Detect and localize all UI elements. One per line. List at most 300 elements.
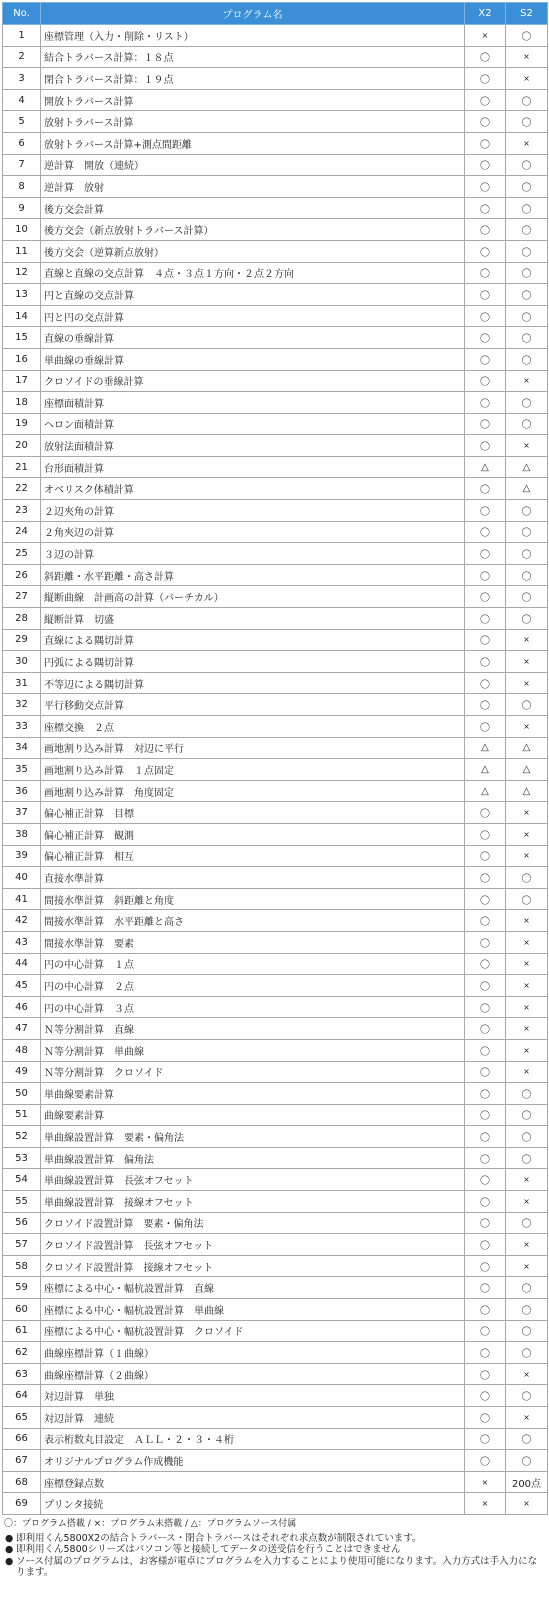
row-s2-mark: 〇 bbox=[506, 1277, 548, 1299]
row-no: 37 bbox=[3, 802, 41, 824]
row-no: 14 bbox=[3, 305, 41, 327]
row-x2-mark: 〇 bbox=[465, 1104, 506, 1126]
row-x2-mark: 〇 bbox=[465, 500, 506, 522]
row-x2-mark: 〇 bbox=[465, 435, 506, 457]
table-row bbox=[3, 651, 548, 673]
row-x2-mark: 〇 bbox=[465, 608, 506, 630]
table-row bbox=[3, 629, 548, 651]
row-x2-mark: 〇 bbox=[465, 262, 506, 284]
row-x2-mark: 〇 bbox=[465, 1299, 506, 1321]
row-program-name: 対辺計算 単独 bbox=[41, 1385, 465, 1407]
row-s2-mark: × bbox=[506, 1493, 548, 1515]
row-no: 49 bbox=[3, 1061, 41, 1083]
row-no: 55 bbox=[3, 1191, 41, 1213]
row-x2-mark: 〇 bbox=[465, 694, 506, 716]
row-no: 67 bbox=[3, 1450, 41, 1472]
row-s2-mark: 〇 bbox=[506, 348, 548, 370]
row-program-name: 単曲線要素計算 bbox=[41, 1083, 465, 1105]
note-item bbox=[4, 1533, 546, 1545]
row-no: 18 bbox=[3, 392, 41, 414]
row-s2-mark: 〇 bbox=[506, 89, 548, 111]
row-program-name: 座標登録点数 bbox=[41, 1471, 465, 1493]
row-program-name: 単曲線の垂線計算 bbox=[41, 348, 465, 370]
row-program-name: 円と直線の交点計算 bbox=[41, 284, 465, 306]
row-program-name: 単曲線設置計算 長弦オフセット bbox=[41, 1169, 465, 1191]
row-x2-mark: 〇 bbox=[465, 521, 506, 543]
table-row bbox=[3, 737, 548, 759]
row-x2-mark: 〇 bbox=[465, 305, 506, 327]
row-x2-mark: 〇 bbox=[465, 910, 506, 932]
row-program-name: 曲線座標計算（２曲線） bbox=[41, 1363, 465, 1385]
table-row bbox=[3, 1104, 548, 1126]
note-item bbox=[4, 1556, 546, 1579]
row-x2-mark: △ bbox=[465, 759, 506, 781]
row-program-name: 開放トラバース計算 bbox=[41, 89, 465, 111]
header-s2: S2 bbox=[506, 3, 548, 25]
row-s2-mark: 〇 bbox=[506, 1342, 548, 1364]
row-no: 7 bbox=[3, 154, 41, 176]
row-s2-mark: △ bbox=[506, 456, 548, 478]
note-text: 即利用くん5800シリーズはパソコン等と接続してデータの送受信を行うことはできません bbox=[16, 1544, 401, 1555]
row-no: 61 bbox=[3, 1320, 41, 1342]
row-x2-mark: 〇 bbox=[465, 1018, 506, 1040]
table-row bbox=[3, 176, 548, 198]
row-s2-mark: × bbox=[506, 996, 548, 1018]
row-x2-mark: 〇 bbox=[465, 1428, 506, 1450]
table-row bbox=[3, 953, 548, 975]
row-s2-mark: 〇 bbox=[506, 284, 548, 306]
row-no: 5 bbox=[3, 111, 41, 133]
table-row bbox=[3, 1212, 548, 1234]
table-row bbox=[3, 456, 548, 478]
row-s2-mark: 〇 bbox=[506, 1083, 548, 1105]
table-row bbox=[3, 910, 548, 932]
row-no: 53 bbox=[3, 1147, 41, 1169]
note-text: 即利用くん5800X2の結合トラバース・閉合トラバースはそれぞれ求点数が制限されています。 bbox=[16, 1532, 422, 1544]
row-s2-mark: △ bbox=[506, 737, 548, 759]
row-x2-mark: 〇 bbox=[465, 1407, 506, 1429]
row-program-name: 後方交会（逆算新点放射） bbox=[41, 240, 465, 262]
row-x2-mark: 〇 bbox=[465, 413, 506, 435]
table-row bbox=[3, 1299, 548, 1321]
row-s2-mark: × bbox=[506, 845, 548, 867]
row-program-name: 円の中心計算 ２点 bbox=[41, 975, 465, 997]
row-no: 13 bbox=[3, 284, 41, 306]
table-row bbox=[3, 1147, 548, 1169]
row-x2-mark: 〇 bbox=[465, 975, 506, 997]
row-x2-mark: 〇 bbox=[465, 867, 506, 889]
row-no: 66 bbox=[3, 1428, 41, 1450]
row-program-name: 座標による中心・幅杭設置計算 単曲線 bbox=[41, 1299, 465, 1321]
row-program-name: 台形面積計算 bbox=[41, 456, 465, 478]
table-row bbox=[3, 327, 548, 349]
row-x2-mark: × bbox=[465, 1471, 506, 1493]
table-row bbox=[3, 1255, 548, 1277]
row-no: 69 bbox=[3, 1493, 41, 1515]
table-row bbox=[3, 132, 548, 154]
table-row bbox=[3, 716, 548, 738]
table-row bbox=[3, 154, 548, 176]
table-row bbox=[3, 240, 548, 262]
table-row bbox=[3, 1083, 548, 1105]
row-s2-mark: 〇 bbox=[506, 543, 548, 565]
row-no: 54 bbox=[3, 1169, 41, 1191]
row-no: 44 bbox=[3, 953, 41, 975]
row-program-name: 放射トラバース計算+測点間距離 bbox=[41, 132, 465, 154]
row-program-name: Ｎ等分割計算 単曲線 bbox=[41, 1039, 465, 1061]
row-program-name: 偏心補正計算 観測 bbox=[41, 823, 465, 845]
table-row bbox=[3, 802, 548, 824]
row-no: 38 bbox=[3, 823, 41, 845]
table-row bbox=[3, 1471, 548, 1493]
row-program-name: 逆計算 放射 bbox=[41, 176, 465, 198]
row-s2-mark: 〇 bbox=[506, 305, 548, 327]
row-no: 2 bbox=[3, 46, 41, 68]
row-s2-mark: × bbox=[506, 651, 548, 673]
row-s2-mark: 〇 bbox=[506, 888, 548, 910]
header-no: No. bbox=[3, 3, 41, 25]
row-s2-mark: × bbox=[506, 1407, 548, 1429]
row-x2-mark: 〇 bbox=[465, 132, 506, 154]
row-no: 50 bbox=[3, 1083, 41, 1105]
row-program-name: オリジナルプログラム作成機能 bbox=[41, 1450, 465, 1472]
row-s2-mark: 〇 bbox=[506, 1385, 548, 1407]
row-s2-mark: × bbox=[506, 1039, 548, 1061]
row-program-name: ３辺の計算 bbox=[41, 543, 465, 565]
row-program-name: 画地割り込み計算 対辺に平行 bbox=[41, 737, 465, 759]
table-row bbox=[3, 1061, 548, 1083]
row-s2-mark: 〇 bbox=[506, 392, 548, 414]
row-x2-mark: 〇 bbox=[465, 888, 506, 910]
row-program-name: 直線による隅切計算 bbox=[41, 629, 465, 651]
program-table bbox=[2, 2, 548, 1515]
row-s2-mark: × bbox=[506, 435, 548, 457]
row-no: 47 bbox=[3, 1018, 41, 1040]
row-program-name: 画地割り込み計算 角度固定 bbox=[41, 780, 465, 802]
row-s2-mark: 〇 bbox=[506, 586, 548, 608]
row-s2-mark: × bbox=[506, 629, 548, 651]
row-no: 31 bbox=[3, 672, 41, 694]
row-no: 57 bbox=[3, 1234, 41, 1256]
row-x2-mark: 〇 bbox=[465, 564, 506, 586]
row-program-name: 縦断計算 切盛 bbox=[41, 608, 465, 630]
row-no: 56 bbox=[3, 1212, 41, 1234]
row-program-name: クロソイド設置計算 長弦オフセット bbox=[41, 1234, 465, 1256]
table-row bbox=[3, 564, 548, 586]
row-program-name: 曲線要素計算 bbox=[41, 1104, 465, 1126]
row-x2-mark: 〇 bbox=[465, 176, 506, 198]
table-row bbox=[3, 478, 548, 500]
row-s2-mark: × bbox=[506, 953, 548, 975]
row-s2-mark: 〇 bbox=[506, 25, 548, 47]
row-s2-mark: × bbox=[506, 931, 548, 953]
row-program-name: 単曲線設置計算 要素・偏角法 bbox=[41, 1126, 465, 1148]
row-no: 51 bbox=[3, 1104, 41, 1126]
row-no: 24 bbox=[3, 521, 41, 543]
table-row bbox=[3, 608, 548, 630]
table-row bbox=[3, 521, 548, 543]
row-s2-mark: 〇 bbox=[506, 1212, 548, 1234]
row-s2-mark: × bbox=[506, 975, 548, 997]
row-s2-mark: × bbox=[506, 68, 548, 90]
row-no: 34 bbox=[3, 737, 41, 759]
row-s2-mark: 〇 bbox=[506, 154, 548, 176]
bullet-icon: ● bbox=[5, 1555, 14, 1567]
row-no: 27 bbox=[3, 586, 41, 608]
row-no: 40 bbox=[3, 867, 41, 889]
row-x2-mark: 〇 bbox=[465, 284, 506, 306]
row-x2-mark: 〇 bbox=[465, 1320, 506, 1342]
row-program-name: 逆計算 開放（連続） bbox=[41, 154, 465, 176]
row-x2-mark: 〇 bbox=[465, 953, 506, 975]
row-x2-mark: 〇 bbox=[465, 1450, 506, 1472]
row-program-name: 放射トラバース計算 bbox=[41, 111, 465, 133]
table-row bbox=[3, 586, 548, 608]
row-s2-mark: 〇 bbox=[506, 1428, 548, 1450]
table-row bbox=[3, 46, 548, 68]
row-program-name: クロソイド設置計算 要素・偏角法 bbox=[41, 1212, 465, 1234]
row-no: 3 bbox=[3, 68, 41, 90]
row-s2-mark: 〇 bbox=[506, 500, 548, 522]
row-x2-mark: 〇 bbox=[465, 1061, 506, 1083]
row-no: 65 bbox=[3, 1407, 41, 1429]
table-row bbox=[3, 1320, 548, 1342]
row-s2-mark: 〇 bbox=[506, 1104, 548, 1126]
row-x2-mark: 〇 bbox=[465, 931, 506, 953]
row-program-name: 間接水準計算 斜距離と角度 bbox=[41, 888, 465, 910]
row-no: 63 bbox=[3, 1363, 41, 1385]
row-s2-mark: 〇 bbox=[506, 111, 548, 133]
row-s2-mark: 〇 bbox=[506, 521, 548, 543]
table-header-row bbox=[3, 3, 548, 25]
row-s2-mark: × bbox=[506, 132, 548, 154]
row-program-name: 表示桁数丸目設定 ＡＬＬ・２・３・４桁 bbox=[41, 1428, 465, 1450]
table-row bbox=[3, 931, 548, 953]
row-x2-mark: 〇 bbox=[465, 543, 506, 565]
row-s2-mark: 〇 bbox=[506, 1450, 548, 1472]
row-program-name: 結合トラバース計算：１８点 bbox=[41, 46, 465, 68]
row-s2-mark: 〇 bbox=[506, 219, 548, 241]
table-row bbox=[3, 1277, 548, 1299]
row-no: 23 bbox=[3, 500, 41, 522]
table-row bbox=[3, 845, 548, 867]
row-s2-mark: △ bbox=[506, 759, 548, 781]
row-s2-mark: 〇 bbox=[506, 176, 548, 198]
row-no: 25 bbox=[3, 543, 41, 565]
row-x2-mark: 〇 bbox=[465, 1169, 506, 1191]
row-program-name: 間接水準計算 水平距離と高さ bbox=[41, 910, 465, 932]
table-row bbox=[3, 284, 548, 306]
table-row bbox=[3, 1450, 548, 1472]
row-x2-mark: 〇 bbox=[465, 996, 506, 1018]
row-no: 17 bbox=[3, 370, 41, 392]
table-row bbox=[3, 25, 548, 47]
row-s2-mark: 〇 bbox=[506, 413, 548, 435]
row-s2-mark: 200点 bbox=[506, 1471, 548, 1493]
table-row bbox=[3, 435, 548, 457]
row-x2-mark: 〇 bbox=[465, 111, 506, 133]
row-x2-mark: 〇 bbox=[465, 802, 506, 824]
row-x2-mark: 〇 bbox=[465, 1255, 506, 1277]
table-row bbox=[3, 68, 548, 90]
row-no: 43 bbox=[3, 931, 41, 953]
row-program-name: 曲線座標計算（１曲線） bbox=[41, 1342, 465, 1364]
table-row bbox=[3, 1407, 548, 1429]
row-program-name: 座標管理（入力・削除・リスト） bbox=[41, 25, 465, 47]
row-x2-mark: × bbox=[465, 25, 506, 47]
row-x2-mark: 〇 bbox=[465, 154, 506, 176]
row-program-name: 円の中心計算 ３点 bbox=[41, 996, 465, 1018]
row-s2-mark: 〇 bbox=[506, 608, 548, 630]
row-program-name: ２角夾辺の計算 bbox=[41, 521, 465, 543]
row-program-name: 単曲線設置計算 偏角法 bbox=[41, 1147, 465, 1169]
row-x2-mark: 〇 bbox=[465, 1234, 506, 1256]
row-program-name: 縦断曲線 計画高の計算（バーチカル） bbox=[41, 586, 465, 608]
row-no: 64 bbox=[3, 1385, 41, 1407]
row-s2-mark: 〇 bbox=[506, 564, 548, 586]
row-s2-mark: × bbox=[506, 1363, 548, 1385]
row-s2-mark: × bbox=[506, 1255, 548, 1277]
row-s2-mark: × bbox=[506, 802, 548, 824]
row-x2-mark: 〇 bbox=[465, 1277, 506, 1299]
row-no: 62 bbox=[3, 1342, 41, 1364]
row-x2-mark: 〇 bbox=[465, 240, 506, 262]
row-x2-mark: 〇 bbox=[465, 478, 506, 500]
note-item bbox=[4, 1544, 546, 1556]
row-s2-mark: 〇 bbox=[506, 327, 548, 349]
row-no: 36 bbox=[3, 780, 41, 802]
row-program-name: 円と円の交点計算 bbox=[41, 305, 465, 327]
header-x2: X2 bbox=[465, 3, 506, 25]
row-program-name: ２辺夾角の計算 bbox=[41, 500, 465, 522]
table-row bbox=[3, 1191, 548, 1213]
row-x2-mark: 〇 bbox=[465, 823, 506, 845]
row-no: 16 bbox=[3, 348, 41, 370]
table-row bbox=[3, 867, 548, 889]
row-s2-mark: × bbox=[506, 370, 548, 392]
row-x2-mark: 〇 bbox=[465, 392, 506, 414]
row-program-name: 直線の垂線計算 bbox=[41, 327, 465, 349]
row-x2-mark: 〇 bbox=[465, 716, 506, 738]
table-row bbox=[3, 89, 548, 111]
legend: 〇：プログラム搭載 / ×：プログラム未搭載 / △：プログラムソース付属 bbox=[4, 1519, 297, 1529]
row-s2-mark: × bbox=[506, 1234, 548, 1256]
row-program-name: Ｎ等分割計算 直線 bbox=[41, 1018, 465, 1040]
row-program-name: クロソイド設置計算 接線オフセット bbox=[41, 1255, 465, 1277]
row-no: 52 bbox=[3, 1126, 41, 1148]
row-x2-mark: 〇 bbox=[465, 629, 506, 651]
row-program-name: 偏心補正計算 目標 bbox=[41, 802, 465, 824]
row-program-name: 座標面積計算 bbox=[41, 392, 465, 414]
row-no: 15 bbox=[3, 327, 41, 349]
row-no: 59 bbox=[3, 1277, 41, 1299]
row-no: 1 bbox=[3, 25, 41, 47]
row-x2-mark: 〇 bbox=[465, 1147, 506, 1169]
row-no: 35 bbox=[3, 759, 41, 781]
table-row bbox=[3, 1385, 548, 1407]
row-s2-mark: × bbox=[506, 672, 548, 694]
table-row bbox=[3, 348, 548, 370]
table-row bbox=[3, 1363, 548, 1385]
row-program-name: ヘロン面積計算 bbox=[41, 413, 465, 435]
row-program-name: 不等辺による隅切計算 bbox=[41, 672, 465, 694]
row-no: 46 bbox=[3, 996, 41, 1018]
table-row bbox=[3, 823, 548, 845]
row-no: 8 bbox=[3, 176, 41, 198]
row-s2-mark: 〇 bbox=[506, 1299, 548, 1321]
table-row bbox=[3, 1493, 548, 1515]
row-program-name: 後方交会（新点放射トラバース計算） bbox=[41, 219, 465, 241]
table-row bbox=[3, 780, 548, 802]
row-no: 41 bbox=[3, 888, 41, 910]
table-row bbox=[3, 392, 548, 414]
row-no: 28 bbox=[3, 608, 41, 630]
row-s2-mark: × bbox=[506, 1169, 548, 1191]
row-s2-mark: × bbox=[506, 1018, 548, 1040]
table-row bbox=[3, 111, 548, 133]
row-s2-mark: × bbox=[506, 46, 548, 68]
row-s2-mark: △ bbox=[506, 780, 548, 802]
row-program-name: 偏心補正計算 相互 bbox=[41, 845, 465, 867]
table-row bbox=[3, 370, 548, 392]
table-row bbox=[3, 219, 548, 241]
table-row bbox=[3, 305, 548, 327]
row-x2-mark: 〇 bbox=[465, 1039, 506, 1061]
row-x2-mark: 〇 bbox=[465, 1083, 506, 1105]
table-row bbox=[3, 888, 548, 910]
row-no: 19 bbox=[3, 413, 41, 435]
row-no: 4 bbox=[3, 89, 41, 111]
row-program-name: 直接水準計算 bbox=[41, 867, 465, 889]
row-program-name: 座標による中心・幅杭設置計算 クロソイド bbox=[41, 1320, 465, 1342]
row-program-name: 円の中心計算 １点 bbox=[41, 953, 465, 975]
row-x2-mark: △ bbox=[465, 780, 506, 802]
row-x2-mark: 〇 bbox=[465, 197, 506, 219]
row-x2-mark: 〇 bbox=[465, 586, 506, 608]
table-row bbox=[3, 759, 548, 781]
row-no: 39 bbox=[3, 845, 41, 867]
row-x2-mark: 〇 bbox=[465, 348, 506, 370]
row-program-name: 後方交会計算 bbox=[41, 197, 465, 219]
table-row bbox=[3, 694, 548, 716]
header-program-name: プログラム名 bbox=[41, 3, 465, 25]
row-no: 58 bbox=[3, 1255, 41, 1277]
row-x2-mark: 〇 bbox=[465, 46, 506, 68]
table-row bbox=[3, 1428, 548, 1450]
row-no: 48 bbox=[3, 1039, 41, 1061]
table-row bbox=[3, 996, 548, 1018]
row-x2-mark: 〇 bbox=[465, 219, 506, 241]
row-no: 6 bbox=[3, 132, 41, 154]
row-program-name: クロソイドの垂線計算 bbox=[41, 370, 465, 392]
row-x2-mark: 〇 bbox=[465, 672, 506, 694]
row-program-name: 斜距離・水平距離・高さ計算 bbox=[41, 564, 465, 586]
row-x2-mark: 〇 bbox=[465, 1385, 506, 1407]
note-list bbox=[4, 1533, 546, 1579]
row-no: 30 bbox=[3, 651, 41, 673]
row-x2-mark: 〇 bbox=[465, 1212, 506, 1234]
table-row bbox=[3, 543, 548, 565]
row-program-name: 円弧による隅切計算 bbox=[41, 651, 465, 673]
row-s2-mark: 〇 bbox=[506, 1320, 548, 1342]
table-row bbox=[3, 672, 548, 694]
table-row bbox=[3, 262, 548, 284]
row-x2-mark: 〇 bbox=[465, 327, 506, 349]
row-program-name: 間接水準計算 要素 bbox=[41, 931, 465, 953]
table-row bbox=[3, 1234, 548, 1256]
table-row bbox=[3, 413, 548, 435]
row-no: 33 bbox=[3, 716, 41, 738]
